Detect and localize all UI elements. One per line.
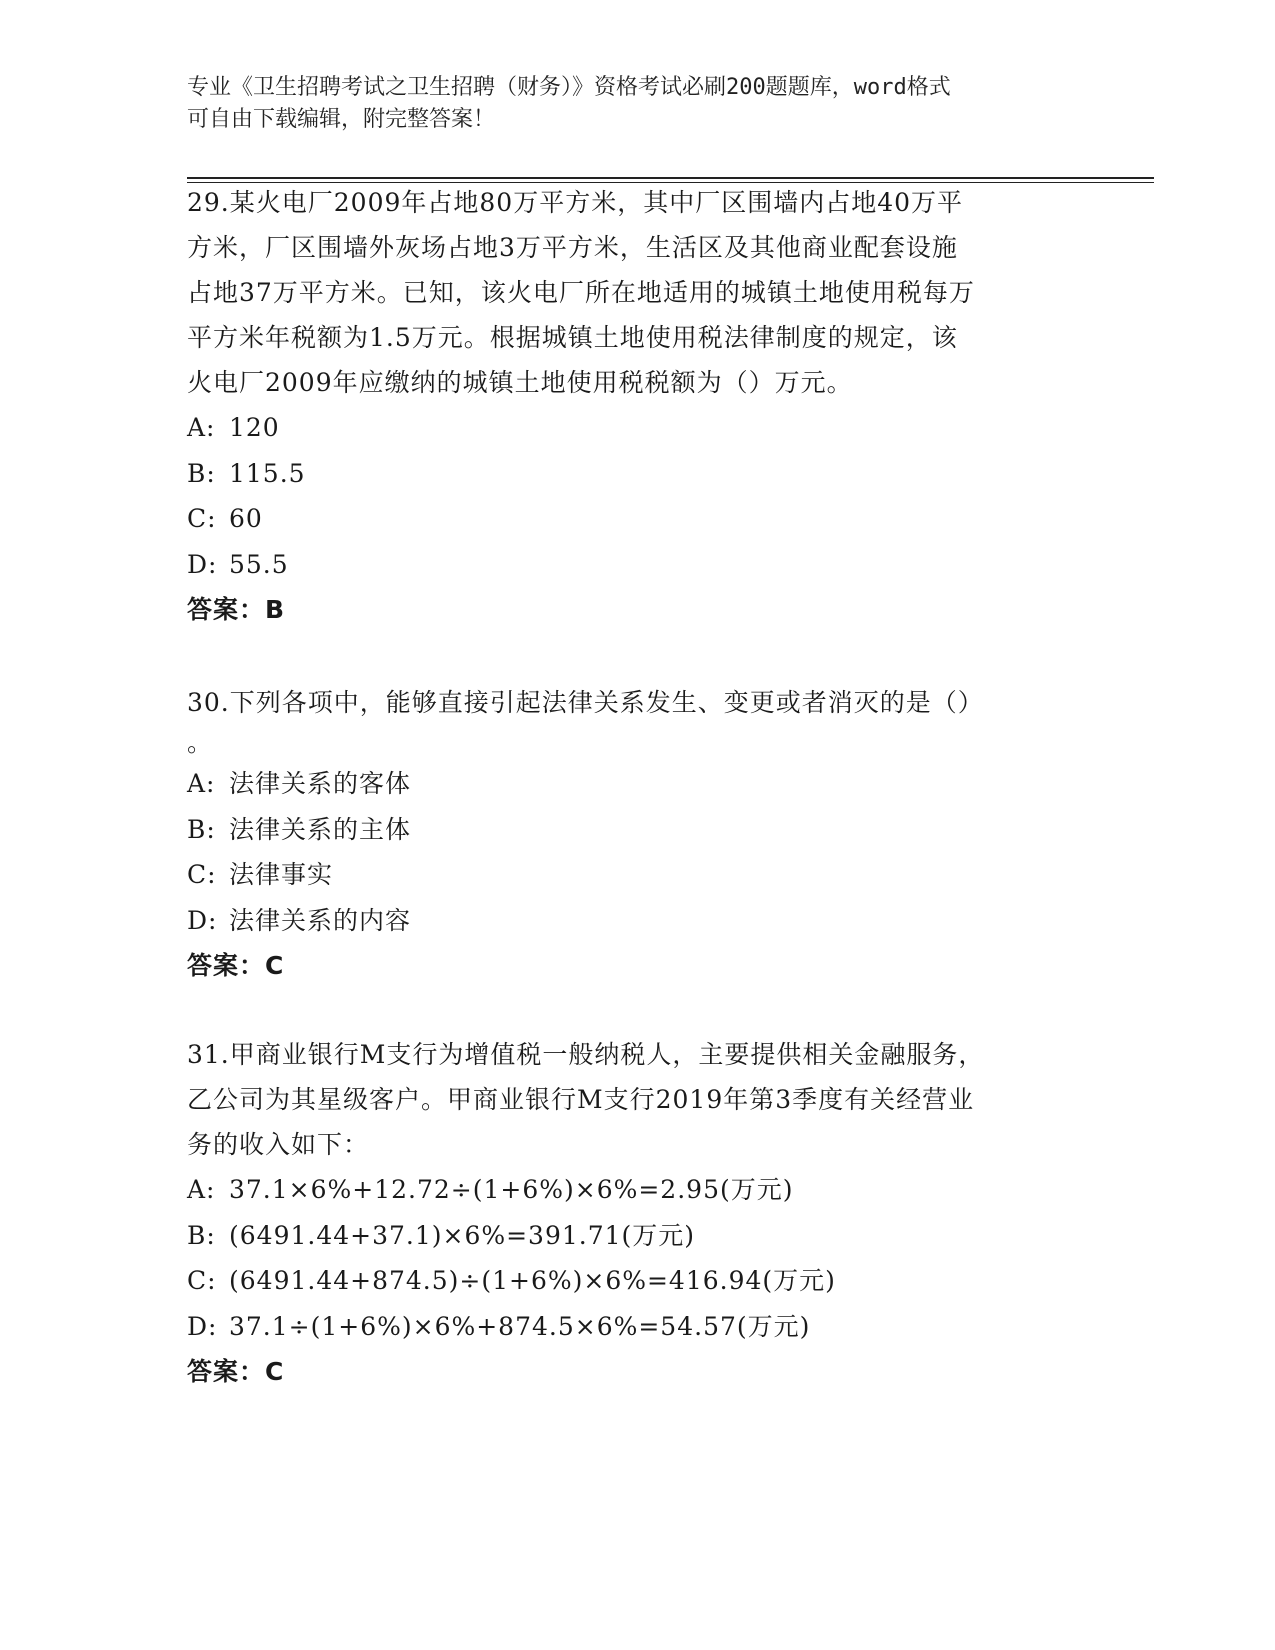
document-header <box>187 72 1087 136</box>
question-stem-line: 务的收入如下： <box>187 1130 370 1159</box>
option-letter: D: <box>187 905 218 935</box>
question-29 <box>187 180 1087 632</box>
option-d <box>187 542 1087 588</box>
option-letter: D: <box>187 549 218 579</box>
option-text: 法律事实 <box>229 860 334 889</box>
option-text: (6491.44+874.5)÷(1+6%)×6%=416.94(万元) <box>229 1266 836 1295</box>
question-stem-line: 29.某火电厂2009年占地80万平方米，其中厂区围墙内占地40万平 <box>187 188 964 217</box>
option-text: 115.5 <box>229 458 306 488</box>
option-text: 37.1÷(1+6%)×6%+874.5×6%=54.57(万元) <box>229 1311 811 1341</box>
option-b <box>187 451 1087 497</box>
option-text: 60 <box>229 504 263 533</box>
option-letter: A: <box>187 413 216 442</box>
header-line-1: 专业《卫生招聘考试之卫生招聘（财务）》资格考试必刷200题题库，word格式 <box>187 75 951 100</box>
option-text: 法律关系的客体 <box>229 769 412 798</box>
option-letter: C: <box>187 1266 217 1295</box>
header-line-2: 可自由下载编辑，附完整答案！ <box>187 107 496 132</box>
option-letter: A: <box>187 1175 216 1204</box>
option-text: 法律关系的主体 <box>229 814 412 844</box>
question-stem-line: 30.下列各项中，能够直接引起法律关系发生、变更或者消灭的是（） <box>187 688 984 717</box>
question-stem-line: 。 <box>187 728 214 757</box>
option-d <box>187 1304 1087 1350</box>
option-letter: B: <box>187 814 216 844</box>
answer-label: 答案：C <box>187 951 285 980</box>
question-31 <box>187 1032 1087 1394</box>
option-text: 55.5 <box>229 549 289 579</box>
option-text: 120 <box>229 413 280 442</box>
option-letter: B: <box>187 458 216 488</box>
question-30 <box>187 680 1087 988</box>
question-stem-line: 平方米年税额为1.5万元。根据城镇土地使用税法律制度的规定，该 <box>187 323 958 352</box>
option-text: 37.1×6%+12.72÷(1+6%)×6%=2.95(万元) <box>229 1175 794 1204</box>
option-text: 法律关系的内容 <box>229 905 412 935</box>
answer-label: 答案：B <box>187 595 286 624</box>
question-stem-line: 方米，厂区围墙外灰场占地3万平方米，生活区及其他商业配套设施 <box>187 233 958 262</box>
option-a <box>187 1167 1087 1213</box>
option-a <box>187 761 1087 807</box>
option-b <box>187 807 1087 853</box>
option-d <box>187 898 1087 944</box>
option-a <box>187 405 1087 451</box>
question-stem-line: 火电厂2009年应缴纳的城镇土地使用税税额为（）万元。 <box>187 368 853 397</box>
question-stem-line: 乙公司为其星级客户。甲商业银行M支行2019年第3季度有关经营业 <box>187 1085 975 1114</box>
answer-label: 答案：C <box>187 1357 285 1386</box>
option-text: (6491.44+37.1)×6%=391.71(万元) <box>229 1220 696 1250</box>
option-c <box>187 496 1087 542</box>
option-c <box>187 1258 1087 1304</box>
question-stem-line: 占地37万平方米。已知，该火电厂所在地适用的城镇土地使用税每万 <box>187 278 975 307</box>
option-letter: D: <box>187 1311 218 1341</box>
question-stem-line: 31.甲商业银行M支行为增值税一般纳税人，主要提供相关金融服务， <box>187 1040 985 1069</box>
option-b <box>187 1213 1087 1259</box>
option-letter: B: <box>187 1220 216 1250</box>
header-divider-thick <box>187 177 1154 179</box>
option-letter: A: <box>187 769 216 798</box>
option-letter: C: <box>187 860 217 889</box>
option-letter: C: <box>187 504 217 533</box>
option-c <box>187 852 1087 898</box>
